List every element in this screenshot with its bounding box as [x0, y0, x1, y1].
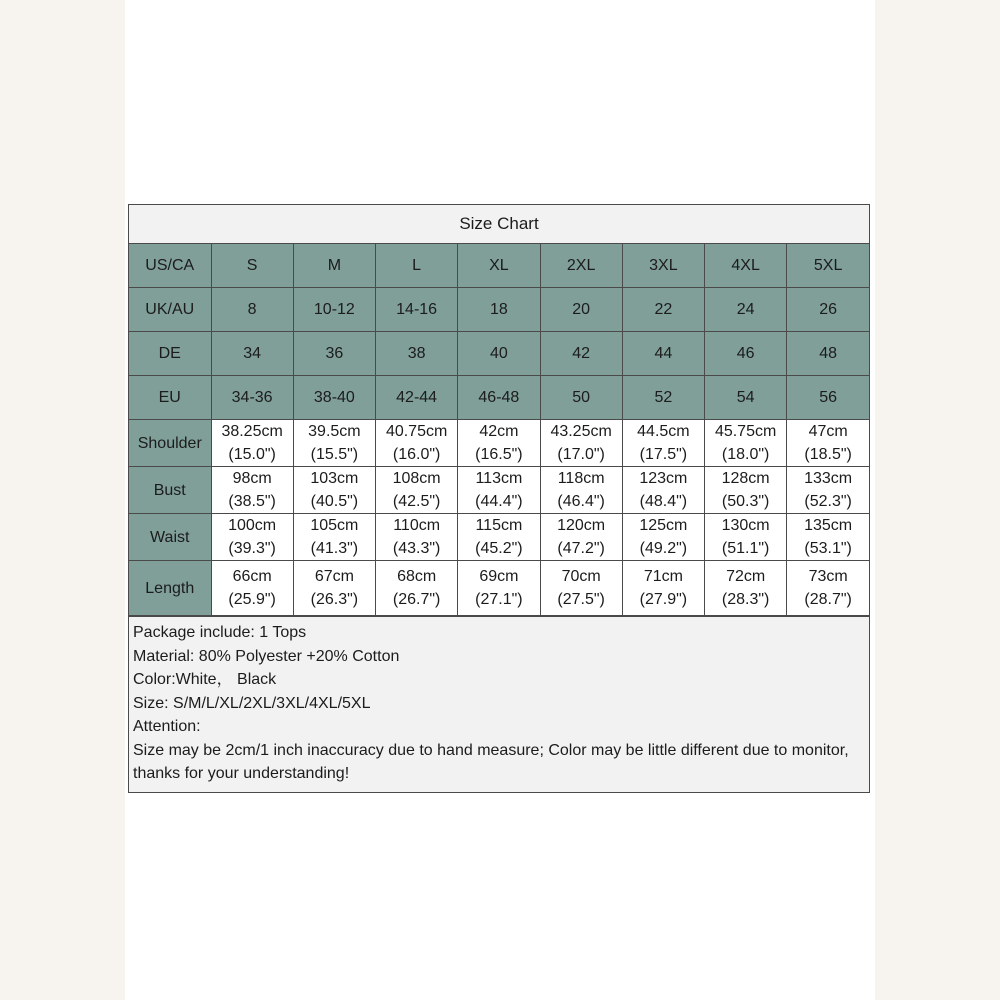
measurement-cell [211, 561, 293, 616]
size-cell: 50 [540, 376, 622, 420]
chart-title: Size Chart [129, 205, 869, 244]
measurement-cell [211, 420, 293, 467]
measurement-cm: 73cm [808, 568, 848, 585]
measurement-cm: 68cm [397, 568, 437, 585]
size-cell: 3XL [622, 244, 704, 288]
size-cell: 34 [211, 332, 293, 376]
measurement-inch: (47.2") [557, 540, 605, 557]
measurement-cm: 130cm [721, 517, 770, 534]
product-notes [129, 616, 869, 792]
measurement-inch: (40.5") [310, 493, 359, 510]
size-cell: 22 [622, 288, 704, 332]
measurement-inch: (44.4") [475, 493, 523, 510]
size-cell: 46 [705, 332, 787, 376]
measurement-cell [622, 467, 704, 514]
measurement-inch: (18.0") [721, 446, 770, 463]
size-cell: 40 [458, 332, 540, 376]
row-label: EU [129, 376, 211, 420]
measurement-cell [458, 467, 540, 514]
measurement-cell [376, 561, 458, 616]
measurement-inch: (48.4") [639, 493, 688, 510]
measurement-cm: 108cm [392, 470, 441, 487]
size-cell: 44 [622, 332, 704, 376]
size-cell: 26 [787, 288, 869, 332]
measurement-cell [540, 420, 622, 467]
measurement-cm: 40.75cm [385, 423, 448, 440]
measurement-inch: (25.9") [228, 591, 276, 608]
row-label: Waist [129, 514, 211, 561]
size-row [129, 288, 869, 332]
measurement-cm: 110cm [393, 517, 441, 534]
note-line: Material: 80% Polyester +20% Cotton [133, 647, 400, 665]
measurement-cm: 67cm [314, 568, 354, 585]
size-cell: 18 [458, 288, 540, 332]
measurement-inch: (17.0") [557, 446, 605, 463]
measurement-cell [293, 420, 375, 467]
size-cell: 8 [211, 288, 293, 332]
note-line: Attention: [133, 718, 201, 735]
measurement-inch: (18.5") [804, 446, 852, 463]
measurement-inch: (50.3") [721, 493, 770, 510]
measurement-cm: 120cm [557, 517, 606, 534]
measurement-inch: (51.1") [721, 540, 770, 557]
measurement-inch: (38.5") [228, 493, 276, 510]
measurement-cm: 43.25cm [550, 423, 612, 440]
measurement-cm: 45.75cm [714, 423, 777, 440]
measurement-cell [787, 420, 869, 467]
measurement-inch: (28.7") [804, 591, 852, 608]
measurement-cm: 44.5cm [637, 423, 690, 440]
measurement-inch: (16.0") [392, 446, 441, 463]
size-row [129, 332, 869, 376]
size-cell: 2XL [540, 244, 622, 288]
measurement-cm: 128cm [721, 470, 770, 487]
measurement-row [129, 514, 869, 561]
measurement-inch: (15.5") [310, 446, 359, 463]
measurement-cell [540, 514, 622, 561]
note-line: Color:White， Black [133, 671, 277, 688]
measurement-cm: 47cm [808, 423, 848, 440]
size-cell: 56 [787, 376, 869, 420]
measurement-cm: 133cm [804, 470, 853, 487]
size-cell: 48 [787, 332, 869, 376]
measurement-cm: 135cm [804, 517, 853, 534]
size-cell: 36 [293, 332, 375, 376]
measurement-cell [540, 467, 622, 514]
measurement-inch: (26.3") [310, 591, 359, 608]
measurement-cm: 118cm [557, 470, 605, 487]
size-chart [128, 204, 870, 793]
size-cell: S [211, 244, 293, 288]
measurement-inch: (27.9") [639, 591, 688, 608]
size-cell: 14-16 [376, 288, 458, 332]
measurement-cm: 103cm [310, 470, 359, 487]
size-cell: 38 [376, 332, 458, 376]
size-cell: 20 [540, 288, 622, 332]
row-label: DE [129, 332, 211, 376]
size-cell: 10-12 [293, 288, 375, 332]
measurement-cell [376, 514, 458, 561]
size-table [129, 244, 869, 616]
size-cell: 54 [705, 376, 787, 420]
measurement-cm: 66cm [232, 568, 272, 585]
size-cell: 52 [622, 376, 704, 420]
measurement-cell [293, 561, 375, 616]
size-cell: 46-48 [458, 376, 540, 420]
size-cell: L [376, 244, 458, 288]
size-row [129, 376, 869, 420]
size-cell: 38-40 [293, 376, 375, 420]
measurement-cell [622, 561, 704, 616]
row-label: Shoulder [129, 420, 211, 467]
measurement-inch: (41.3") [310, 540, 359, 557]
measurement-inch: (15.0") [228, 446, 276, 463]
measurement-cell [622, 514, 704, 561]
size-cell: 4XL [705, 244, 787, 288]
measurement-cm: 42cm [479, 423, 519, 440]
measurement-inch: (52.3") [804, 493, 852, 510]
measurement-cell [787, 561, 869, 616]
measurement-inch: (27.1") [475, 591, 523, 608]
row-label: UK/AU [129, 288, 211, 332]
measurement-row [129, 467, 869, 514]
row-label: Length [129, 561, 211, 616]
row-label: US/CA [129, 244, 211, 288]
measurement-cell [211, 514, 293, 561]
measurement-cm: 123cm [639, 470, 688, 487]
measurement-inch: (46.4") [557, 493, 605, 510]
note-line: Size: S/M/L/XL/2XL/3XL/4XL/5XL [133, 694, 371, 712]
measurement-cell [622, 420, 704, 467]
measurement-cell [376, 420, 458, 467]
measurement-cm: 105cm [310, 517, 359, 534]
measurement-row [129, 420, 869, 467]
note-line: Size may be 2cm/1 inch inaccuracy due to hand measure; Color may be little different due to monitor, thanks for your understanding! [133, 741, 849, 782]
measurement-cm: 98cm [232, 470, 272, 487]
measurement-inch: (16.5") [475, 446, 523, 463]
measurement-inch: (45.2") [475, 540, 523, 557]
measurement-cell [458, 561, 540, 616]
measurement-cm: 115cm [475, 517, 523, 534]
measurement-inch: (53.1") [804, 540, 852, 557]
measurement-inch: (43.3") [392, 540, 441, 557]
measurement-cm: 100cm [228, 517, 277, 534]
measurement-cell [293, 514, 375, 561]
measurement-inch: (17.5") [639, 446, 688, 463]
measurement-cell [705, 561, 787, 616]
measurement-cm: 125cm [639, 517, 688, 534]
measurement-cell [787, 467, 869, 514]
size-cell: 34-36 [211, 376, 293, 420]
measurement-cell [540, 561, 622, 616]
measurement-cell [705, 420, 787, 467]
size-cell: M [293, 244, 375, 288]
measurement-cm: 113cm [475, 470, 523, 487]
measurement-cell [211, 467, 293, 514]
measurement-cell [787, 514, 869, 561]
measurement-inch: (42.5") [392, 493, 441, 510]
measurement-cm: 39.5cm [308, 423, 361, 440]
measurement-cm: 38.25cm [221, 423, 283, 440]
measurement-inch: (27.5") [557, 591, 605, 608]
row-label: Bust [129, 467, 211, 514]
size-cell: 24 [705, 288, 787, 332]
measurement-cm: 69cm [479, 568, 519, 585]
measurement-cm: 70cm [561, 568, 601, 585]
note-line: Package include: 1 Tops [133, 624, 307, 641]
size-cell: 5XL [787, 244, 869, 288]
size-cell: 42 [540, 332, 622, 376]
measurement-inch: (49.2") [639, 540, 688, 557]
size-cell: XL [458, 244, 540, 288]
measurement-cell [293, 467, 375, 514]
size-row [129, 244, 869, 288]
measurement-inch: (26.7") [392, 591, 441, 608]
size-cell: 42-44 [376, 376, 458, 420]
measurement-cm: 71cm [643, 568, 683, 585]
measurement-cell [458, 514, 540, 561]
measurement-inch: (28.3") [721, 591, 770, 608]
measurement-cell [458, 420, 540, 467]
measurement-inch: (39.3") [228, 540, 276, 557]
measurement-cm: 72cm [726, 568, 766, 585]
measurement-cell [705, 514, 787, 561]
measurement-cell [705, 467, 787, 514]
measurement-row [129, 561, 869, 616]
measurement-cell [376, 467, 458, 514]
